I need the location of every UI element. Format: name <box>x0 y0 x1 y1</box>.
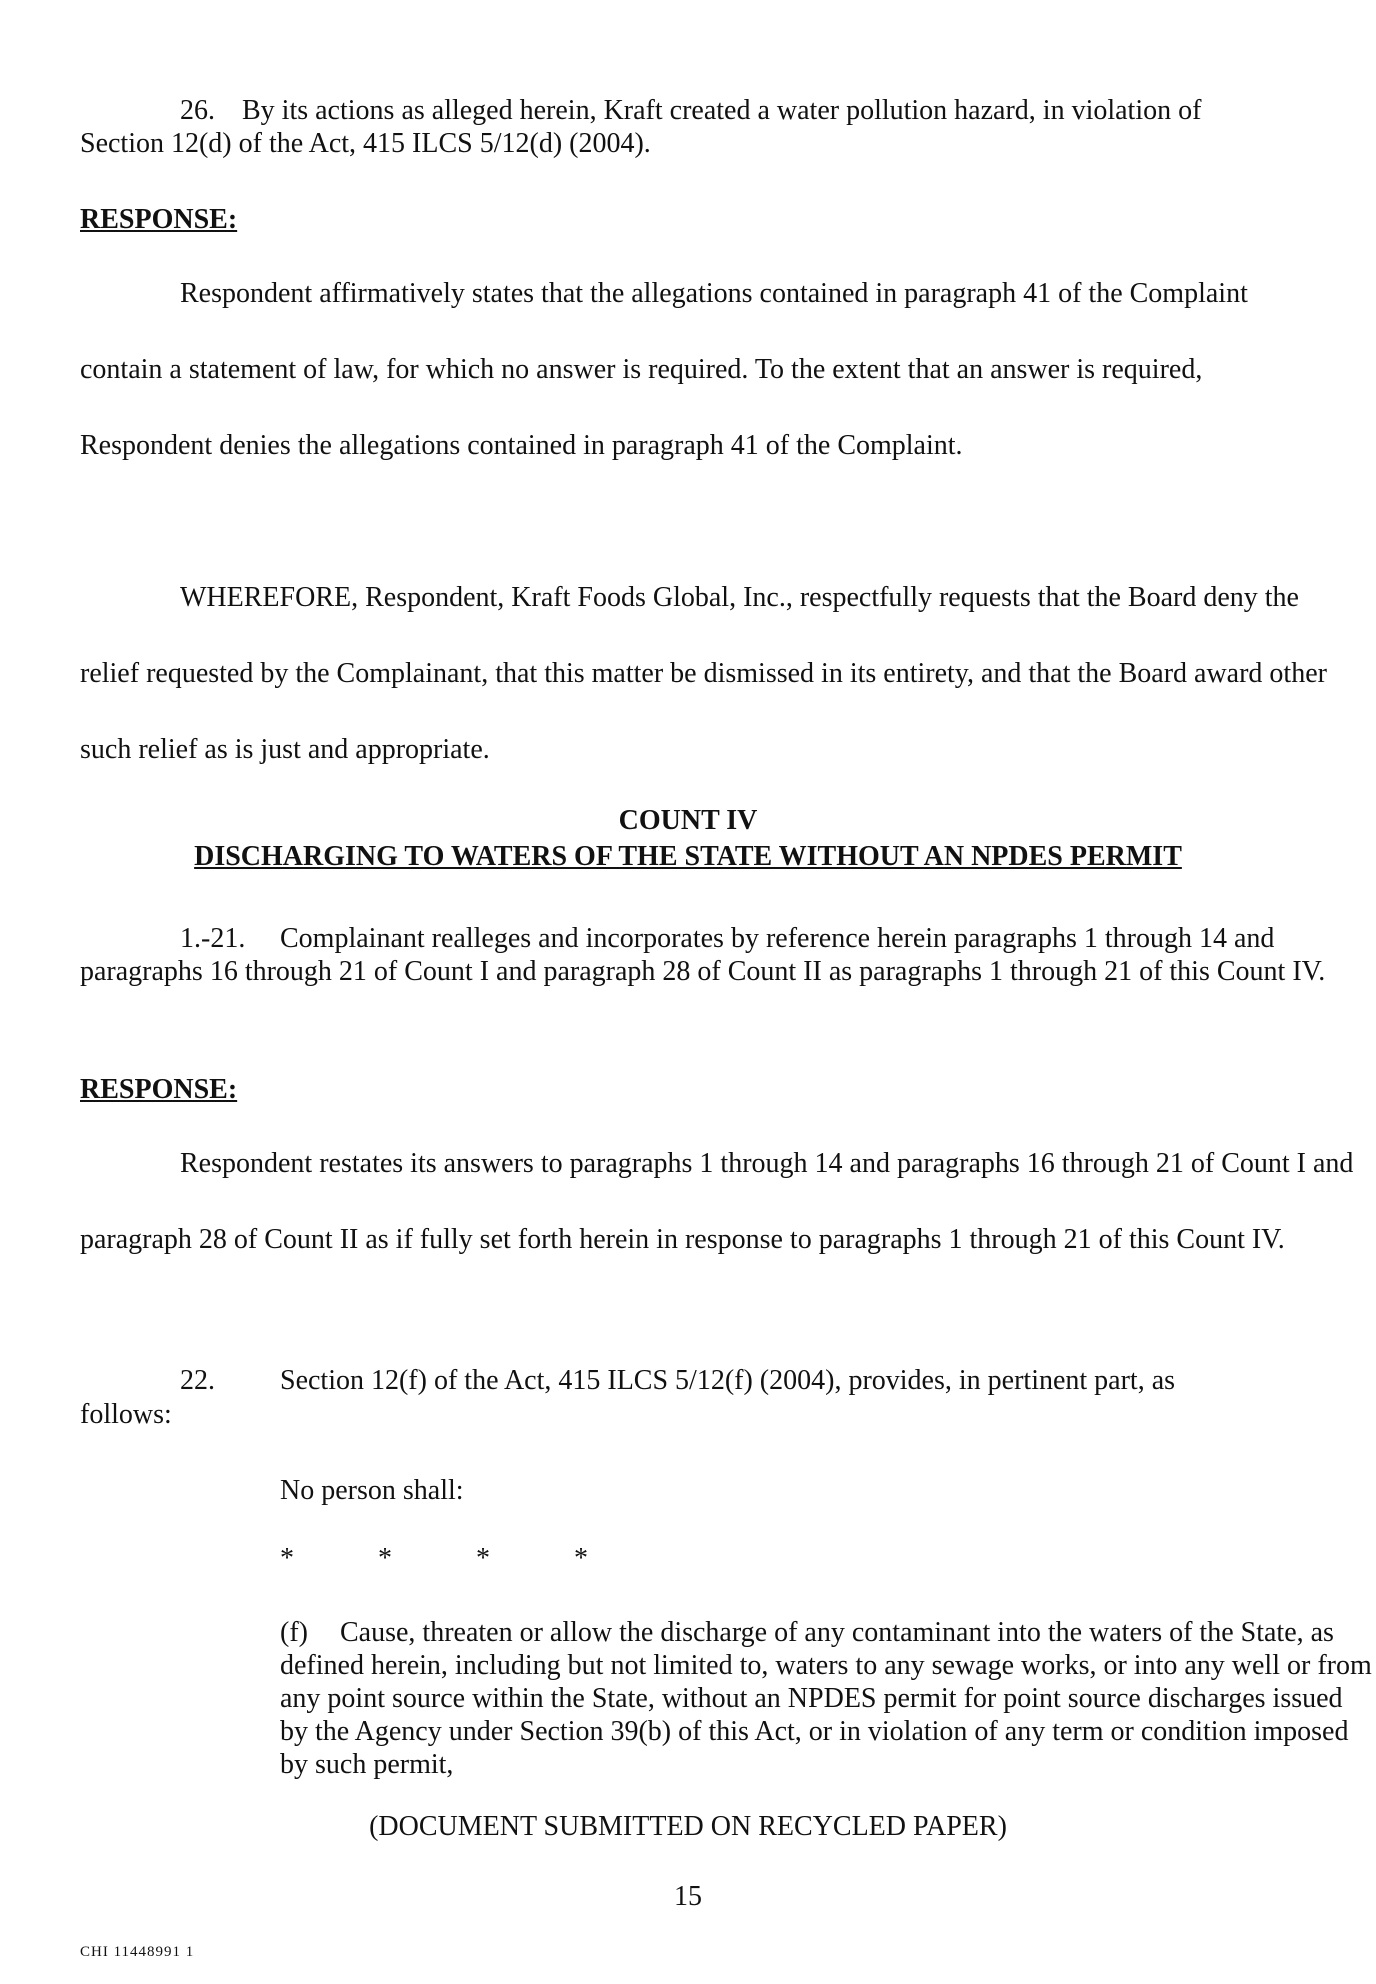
paragraph-text: Complainant realleges and incorporates by reference herein paragraphs 1 through 14 and paragraphs 16 through 21 of Count I and paragraph 28 of Count II as paragraphs 1 through 21 of this Count IV. <box>80 923 1326 987</box>
paragraph-number: 1.-21. <box>180 923 246 954</box>
star: * <box>574 1543 588 1574</box>
paragraph-1-21 <box>80 922 1370 988</box>
paragraph-22-line2: follows: <box>80 1399 172 1430</box>
response-heading: RESPONSE: <box>80 204 238 235</box>
response-heading: RESPONSE: <box>80 1074 238 1105</box>
star: * <box>378 1543 392 1574</box>
paragraph-number: 26. <box>180 95 215 126</box>
response-text: Respondent restates its answers to paragraphs 1 through 14 and paragraphs 16 through 21 of Count I and paragraph 28 of Count II as if fully set forth herein in response to paragraphs 1 through 21 of this Count IV. <box>80 1148 1354 1255</box>
quote-item-f <box>280 1616 1372 1781</box>
paragraph-text: By its actions as alleged herein, Kraft created a water pollution hazard, in violation of Section 12(d) of the Act, 415 ILCS 5/12(d) (2004). <box>80 95 1202 159</box>
ellipsis-stars <box>280 1542 672 1575</box>
paragraph-26 <box>80 94 1260 160</box>
count-subtitle <box>0 840 1376 874</box>
count-title: COUNT IV <box>618 805 758 836</box>
count-subtitle-text: DISCHARGING TO WATERS OF THE STATE WITHOUT AN NPDES PERMIT <box>194 841 1182 872</box>
star: * <box>280 1543 294 1574</box>
recycled-paper-notice: (DOCUMENT SUBMITTED ON RECYCLED PAPER) <box>369 1811 1007 1842</box>
star: * <box>476 1543 490 1574</box>
item-text: Cause, threaten or allow the discharge of any contaminant into the waters of the State, as defined herein, including but not limited to, waters to any sewage works, or into any well or from any point source within the State, without an NPDES permit for point source discharges issued by the Agency under Section 39(b) of this Act, or in violation of any term or condition imposed by such permit, <box>280 1617 1372 1780</box>
item-label: (f) <box>280 1617 308 1648</box>
wherefore-paragraph: WHEREFORE, Respondent, Kraft Foods Global, Inc., respectfully requests that the Board deny the relief requested by the Complainant, that this matter be dismissed in its entirety, and that the Board award other such relief as is just and appropriate. <box>80 582 1327 765</box>
response-text: Respondent affirmatively states that the allegations contained in paragraph 41 of the Complaint contain a statement of law, for which no answer is required. To the extent that an answer is required, Respondent denies the allegations contained in paragraph 41 of the Complaint. <box>80 278 1248 461</box>
quote-intro: No person shall: <box>280 1475 464 1506</box>
paragraph-text: Section 12(f) of the Act, 415 ILCS 5/12(f) (2004), provides, in pertinent part, as <box>280 1365 1176 1396</box>
paragraph-22-line1 <box>80 1364 1370 1397</box>
page-number: 15 <box>674 1881 702 1912</box>
document-id: CHI 11448991 1 <box>80 1944 195 1960</box>
paragraph-number: 22. <box>180 1365 215 1396</box>
